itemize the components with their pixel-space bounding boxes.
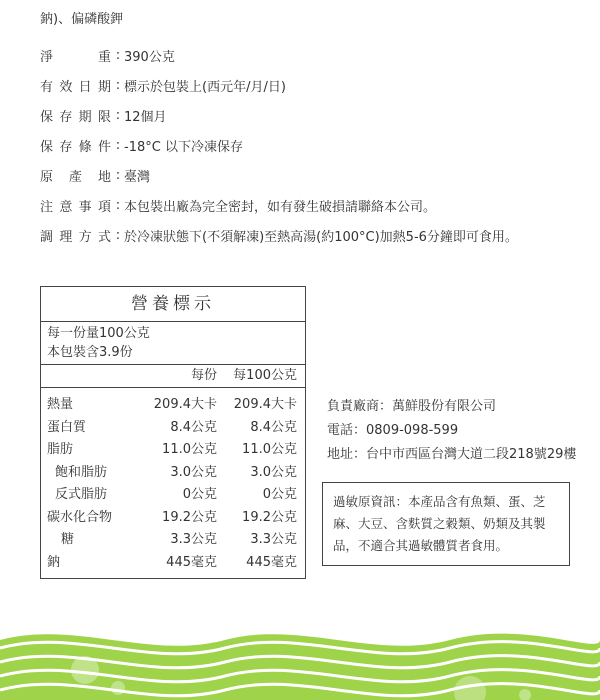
nutrition-header-row [41,364,305,388]
nutrition-serving-info [41,322,305,364]
company-info [327,395,587,467]
serving-size: 每一份量100公克 [47,326,150,341]
info-value: -18°C 以下冷凍保存 [124,139,243,155]
nutrition-title: 營養標示 [41,287,305,322]
servings-per-package: 本包裝含3.9份 [47,345,133,360]
info-row-origin: 原產地 : 臺灣 [40,167,151,185]
info-value: 標示於包裝上(西元年/月/日) [124,79,286,95]
table-row: 蛋白質 8.4公克 8.4公克 [47,419,297,435]
col-per-serving: 每份 [190,368,217,383]
info-label: 注意事項 [40,199,112,215]
info-label: 淨重 [40,49,112,65]
table-row: 飽和脂肪 3.0公克 3.0公克 [55,464,297,480]
info-row-expiry: 有效日期 : 標示於包裝上(西元年/月/日) [40,77,286,95]
info-label: 保存期限 [40,109,112,125]
table-row: 鈉 445毫克 445毫克 [47,554,297,570]
info-value: 390公克 [124,49,175,65]
allergen-notice: 過敏原資訊：本產品含有魚類、蛋、芝麻、大豆、含麩質之穀類、奶類及其製品，不適合其過敏體質者食用。 [322,482,570,566]
info-row-weight: 淨重 : 390公克 [40,47,175,65]
info-value: 本包裝出廠為完全密封，如有發生破損請聯絡本公司。 [124,199,437,215]
company-phone: 電話：0809-098-599 [327,423,459,438]
table-row: 糖 3.3公克 3.3公克 [61,532,297,547]
bubble [71,656,99,684]
ingredients-tail: 鈉)、偏磷酸鉀 [40,12,124,27]
info-label: 調理方式 [40,229,112,245]
decorative-green-waves [0,600,600,700]
info-value: 臺灣 [124,169,151,185]
bubble [393,625,403,635]
table-row: 脂肪 11.0公克 11.0公克 [47,442,297,457]
nutrition-facts-table [40,286,306,579]
table-row: 熱量 209.4大卡 209.4大卡 [47,397,297,412]
bubble [111,681,125,695]
col-per-100g: 每100公克 [233,368,297,383]
info-row-shelf-life: 保存期限 : 12個月 [40,107,167,125]
table-row: 碳水化合物 19.2公克 19.2公克 [47,509,297,525]
company-address: 地址：台中市西區台灣大道二段218號29樓 [327,447,577,462]
product-info-list [40,40,580,250]
responsible-company: 負責廠商：萬鮮股份有限公司 [327,399,497,414]
info-label: 有效日期 [40,79,112,95]
info-label: 保存條件 [40,139,112,155]
info-row-storage: 保存條件 : -18°C 以下冷凍保存 [40,137,243,155]
info-row-notice: 注意事項 : 本包裝出廠為完全密封，如有發生破損請聯絡本公司。 [40,197,437,215]
info-value: 12個月 [124,109,167,125]
info-row-cooking: 調理方式 : 於冷凍狀態下(不須解凍)至熱高湯(約100°C)加熱5-6分鐘即可食用。 [40,227,518,245]
table-row: 反式脂肪 0公克 0公克 [55,487,297,502]
nutrition-rows [41,388,305,578]
info-value: 於冷凍狀態下(不須解凍)至熱高湯(約100°C)加熱5-6分鐘即可食用。 [124,229,518,245]
info-label: 原產地 [40,169,112,185]
